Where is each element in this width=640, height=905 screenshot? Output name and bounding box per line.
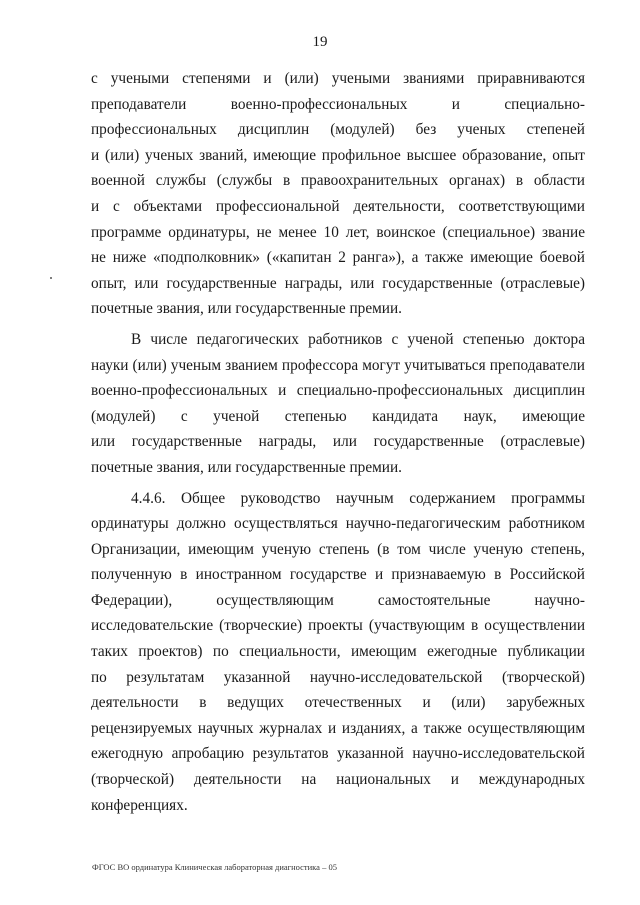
paragraph-1 bbox=[91, 66, 585, 322]
text-line: Организации, имеющим ученую степень (в том числе ученую степень, bbox=[91, 540, 585, 558]
text-line: 4.4.6. Общее руководство научным содержанием программы bbox=[131, 489, 585, 507]
text-line: военно-профессиональных и специально-профессиональных дисциплин bbox=[91, 382, 585, 400]
text-line: программе ординатуры, не менее 10 лет, воинское (специальное) звание bbox=[91, 223, 585, 241]
text-line: военной службы (службы в правоохранительных органах) в области bbox=[91, 172, 585, 190]
text-line: деятельности в ведущих отечественных и (или) зарубежных bbox=[91, 694, 585, 712]
text-line: науки (или) ученым званием профессора могут учитываться преподаватели bbox=[91, 356, 585, 374]
text-line: полученную в иностранном государстве и признаваемую в Российской bbox=[91, 566, 585, 584]
text-line: ординатуры должно осуществляться научно-педагогическим работником bbox=[91, 515, 585, 533]
body-text bbox=[91, 66, 585, 818]
text-line: ежегодную апробацию результатов указанной научно-исследовательской bbox=[91, 745, 585, 763]
footer-note: ФГОС ВО ординатура Клиническая лабораторная диагностика – 05 bbox=[92, 862, 337, 872]
text-line: почетные звания, или государственные премии. bbox=[91, 300, 403, 318]
text-line: (модулей) с ученой степенью кандидата наук, имеющие bbox=[91, 407, 585, 425]
paragraph-2 bbox=[91, 327, 585, 481]
text-line: с учеными степенями и (или) учеными званиями приравниваются bbox=[91, 70, 585, 87]
paragraph-3 bbox=[91, 486, 585, 819]
text-line: конференциях. bbox=[91, 796, 188, 814]
text-line: рецензируемых научных журналах и изданиях, а также осуществляющим bbox=[91, 719, 585, 737]
text-line: Федерации), осуществляющим самостоятельные научно- bbox=[91, 591, 585, 609]
text-line: таких проектов) по специальности, имеющим ежегодные публикации bbox=[91, 643, 585, 661]
text-line: (творческой) деятельности на национальных и международных bbox=[91, 771, 585, 789]
page-number: 19 bbox=[312, 34, 328, 50]
text-line: по результатам указанной научно-исследовательской (творческой) bbox=[91, 668, 585, 686]
text-line: или государственные награды, или государственные (отраслевые) bbox=[91, 433, 585, 451]
text-line: и (или) ученых званий, имеющие профильное высшее образование, опыт bbox=[91, 146, 585, 164]
text-line: профессиональных дисциплин (модулей) без ученых степеней bbox=[91, 121, 585, 139]
text-line: и с объектами профессиональной деятельности, соответствующими bbox=[91, 197, 585, 215]
text-line: почетные звания, или государственные премии. bbox=[91, 458, 403, 476]
text-line: опыт, или государственные награды, или государственные (отраслевые) bbox=[91, 274, 585, 292]
text-line: преподаватели военно-профессиональных и специально- bbox=[91, 95, 585, 113]
scan-speck bbox=[50, 277, 52, 279]
text-line: исследовательские (творческие) проекты (участвующим в осуществлении bbox=[91, 617, 585, 635]
text-line: В числе педагогических работников с ученой степенью доктора bbox=[131, 330, 585, 348]
text-line: не ниже «подполковник» («капитан 2 ранга»), а также имеющие боевой bbox=[91, 249, 585, 267]
